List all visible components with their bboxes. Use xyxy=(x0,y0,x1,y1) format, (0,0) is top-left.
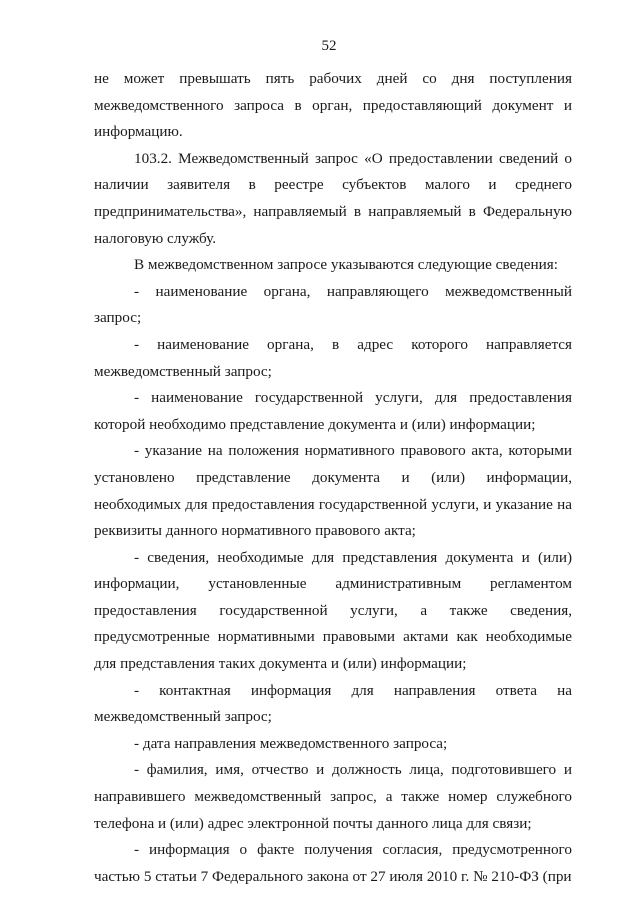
list-item-request-date: - дата направления межведомственного запроса; xyxy=(134,734,448,752)
list-item-requesting-body: - наименование органа, направляющего межведомственный запрос; xyxy=(94,282,572,327)
paragraph-request-intro: В межведомственном запросе указываются следующие сведения: xyxy=(134,256,558,274)
list-item-recipient-body: - наименование органа, в адрес которого направляется межведомственный запрос; xyxy=(94,335,572,380)
list-item-consent-info: - информация о факте получения согласия, предусмотренного частью 5 статьи 7 Федерального закона от 27 июля 2010 г. № 210-ФЗ (при xyxy=(94,841,572,885)
list-item-service-name: - наименование государственной услуги, для предоставления которой необходимо представление документа и (или) информации; xyxy=(94,389,572,433)
list-item-required-info: - сведения, необходимые для представления документа и (или) информации, установленные административным регламентом предоставления государственной услуги, а также сведения, предусмотренные нормативными правовыми актами как необходимые для представления таких документа и (или) информации; xyxy=(94,548,572,673)
document-page xyxy=(94,36,572,890)
paragraph-section-103-2: 103.2. Межведомственный запрос «О предоставлении сведений о наличии заявителя в реестре субъектов малого и среднего предпринимательства», направляемый в направляемый в Федеральную налоговую службу. xyxy=(94,149,572,247)
list-item-responsible-person: - фамилия, имя, отчество и должность лица, подготовившего и направившего межведомственный запрос, а также номер служебного телефона и (или) адрес электронной почты данного лица для связи; xyxy=(94,761,572,832)
paragraph-continuation: не может превышать пять рабочих дней со дня поступления межведомственного запроса в орган, предоставляющий документ и информацию. xyxy=(94,70,572,141)
list-item-legal-act: - указание на положения нормативного правового акта, которыми установлено представление документа и (или) информации, необходимых для предоставления государственной услуги, и указание на реквизиты данного нормативного правового акта; xyxy=(94,442,572,540)
list-item-contact-info: - контактная информация для направления ответа на межведомственный запрос; xyxy=(94,681,572,726)
page-number: 52 xyxy=(321,38,337,54)
